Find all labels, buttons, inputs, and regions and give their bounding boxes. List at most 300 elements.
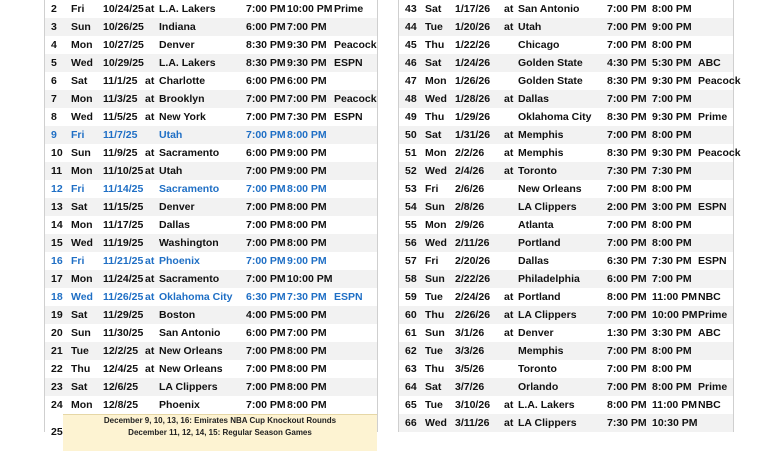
game-day: Wed	[425, 417, 447, 429]
game-number: 9	[51, 129, 57, 141]
game-date: 1/24/26	[455, 57, 491, 69]
game-day: Mon	[71, 165, 93, 177]
game-row	[45, 162, 377, 180]
game-number: 64	[405, 381, 417, 393]
game-row	[45, 252, 377, 270]
game-row	[399, 342, 733, 360]
game-row	[45, 216, 377, 234]
game-number: 25	[51, 426, 63, 438]
end-time: 7:00 PM	[287, 93, 327, 105]
away-marker: at	[145, 111, 155, 123]
game-number: 13	[51, 201, 63, 213]
game-number: 55	[405, 219, 417, 231]
tv-network: NBC	[698, 291, 721, 303]
game-day: Fri	[71, 3, 85, 15]
game-date: 11/3/25	[103, 93, 138, 105]
start-time: 7:00 PM	[246, 381, 286, 393]
opponent-name: Dallas	[159, 219, 190, 231]
opponent-name: Memphis	[518, 147, 564, 159]
opponent-name: Brooklyn	[159, 93, 205, 105]
start-time: 1:30 PM	[607, 327, 647, 339]
start-time: 6:30 PM	[246, 291, 286, 303]
start-time: 7:00 PM	[246, 93, 286, 105]
game-number: 62	[405, 345, 417, 357]
tv-network: ESPN	[334, 291, 363, 303]
end-time: 10:00 PM	[287, 3, 333, 15]
schedule-note	[63, 414, 377, 451]
start-time: 8:30 PM	[246, 57, 286, 69]
opponent-name: Orlando	[518, 381, 559, 393]
game-day: Thu	[71, 363, 91, 375]
start-time: 7:00 PM	[246, 219, 286, 231]
opponent-name: Golden State	[518, 75, 583, 87]
game-day: Tue	[425, 21, 443, 33]
game-number: 54	[405, 201, 417, 213]
game-row	[45, 306, 377, 324]
opponent-name: New Orleans	[159, 363, 223, 375]
opponent-name: Denver	[159, 201, 195, 213]
schedule-table-right	[398, 0, 741, 432]
game-row	[399, 162, 733, 180]
end-time: 9:00 PM	[287, 165, 327, 177]
end-time: 8:00 PM	[287, 219, 327, 231]
start-time: 6:00 PM	[246, 147, 286, 159]
end-time: 9:30 PM	[287, 57, 327, 69]
game-date: 1/28/26	[455, 93, 491, 105]
game-row	[45, 0, 377, 18]
game-number: 20	[51, 327, 63, 339]
game-number: 52	[405, 165, 417, 177]
start-time: 8:00 PM	[607, 291, 647, 303]
start-time: 6:00 PM	[246, 327, 286, 339]
opponent-name: Chicago	[518, 39, 560, 51]
game-date: 3/1/26	[455, 327, 485, 339]
start-time: 7:00 PM	[607, 363, 647, 375]
game-date: 1/22/26	[455, 39, 491, 51]
end-time: 8:00 PM	[287, 183, 327, 195]
end-time: 8:00 PM	[652, 237, 692, 249]
end-time: 5:30 PM	[652, 57, 692, 69]
game-day: Thu	[425, 111, 445, 123]
game-date: 11/7/25	[103, 129, 138, 141]
away-marker: at	[504, 291, 514, 303]
opponent-name: Washington	[159, 237, 219, 249]
game-row	[399, 252, 733, 270]
game-number: 66	[405, 417, 417, 429]
game-day: Mon	[71, 219, 93, 231]
game-date: 3/5/26	[455, 363, 485, 375]
end-time: 8:00 PM	[652, 183, 692, 195]
end-time: 8:00 PM	[652, 129, 692, 141]
game-day: Wed	[71, 57, 93, 69]
tv-network: ESPN	[698, 201, 727, 213]
opponent-name: Phoenix	[159, 255, 200, 267]
game-number: 44	[405, 21, 417, 33]
game-date: 2/20/26	[455, 255, 491, 267]
end-time: 8:00 PM	[287, 237, 327, 249]
game-row	[45, 198, 377, 216]
game-day: Fri	[71, 129, 85, 141]
end-time: 7:30 PM	[287, 111, 327, 123]
start-time: 4:00 PM	[246, 309, 286, 321]
schedule-table-left	[44, 0, 378, 438]
game-day: Sat	[71, 75, 88, 87]
game-row	[399, 360, 733, 378]
away-marker: at	[145, 147, 155, 159]
game-row	[45, 126, 377, 144]
game-number: 65	[405, 399, 417, 411]
game-row	[399, 288, 733, 306]
opponent-name: Memphis	[518, 345, 564, 357]
game-day: Fri	[71, 255, 85, 267]
start-time: 7:00 PM	[246, 273, 286, 285]
game-date: 2/26/26	[455, 309, 491, 321]
start-time: 7:00 PM	[607, 39, 647, 51]
end-time: 8:00 PM	[652, 363, 692, 375]
end-time: 8:00 PM	[287, 363, 327, 375]
note-line-regular: December 11, 12, 14, 15: Regular Season Games	[128, 428, 312, 437]
start-time: 7:00 PM	[607, 93, 647, 105]
start-time: 6:30 PM	[607, 255, 647, 267]
game-date: 10/27/25	[103, 39, 144, 51]
start-time: 7:00 PM	[246, 129, 286, 141]
game-number: 46	[405, 57, 417, 69]
start-time: 7:00 PM	[246, 255, 286, 267]
away-marker: at	[504, 417, 514, 429]
game-number: 19	[51, 309, 63, 321]
game-date: 10/26/25	[103, 21, 144, 33]
game-day: Sat	[425, 381, 442, 393]
game-day: Sat	[71, 201, 88, 213]
away-marker: at	[504, 327, 514, 339]
game-row	[399, 126, 733, 144]
end-time: 7:00 PM	[287, 21, 327, 33]
game-row	[45, 144, 377, 162]
end-time: 7:00 PM	[652, 93, 692, 105]
tv-network: Prime	[698, 381, 728, 393]
tv-network: Peacock	[334, 39, 377, 51]
game-date: 1/17/26	[455, 3, 491, 15]
end-time: 9:00 PM	[287, 147, 327, 159]
game-row	[45, 54, 377, 72]
end-time: 11:00 PM	[652, 291, 697, 303]
game-row	[399, 0, 733, 18]
game-row	[45, 108, 377, 126]
end-time: 8:00 PM	[652, 3, 692, 15]
tv-network: ESPN	[698, 255, 727, 267]
opponent-name: New Orleans	[159, 345, 223, 357]
game-number: 56	[405, 237, 417, 249]
start-time: 7:00 PM	[607, 219, 647, 231]
game-date: 2/6/26	[455, 183, 485, 195]
tv-network: ESPN	[334, 111, 363, 123]
start-time: 7:00 PM	[607, 345, 647, 357]
start-time: 8:30 PM	[607, 111, 647, 123]
start-time: 7:00 PM	[607, 381, 647, 393]
tv-network: Prime	[698, 309, 728, 321]
game-row	[45, 324, 377, 342]
opponent-name: New York	[159, 111, 206, 123]
game-number: 7	[51, 93, 57, 105]
game-date: 12/6/25	[103, 381, 139, 393]
start-time: 2:00 PM	[607, 201, 647, 213]
opponent-name: Toronto	[518, 165, 557, 177]
game-date: 3/10/26	[455, 399, 491, 411]
game-date: 2/22/26	[455, 273, 491, 285]
game-day: Sun	[425, 273, 445, 285]
game-date: 11/19/25	[103, 237, 144, 249]
game-row	[399, 90, 733, 108]
away-marker: at	[145, 363, 155, 375]
tv-network: Peacock	[334, 93, 377, 105]
end-time: 9:00 PM	[652, 21, 692, 33]
start-time: 7:00 PM	[246, 345, 286, 357]
game-day: Wed	[71, 237, 93, 249]
end-time: 5:00 PM	[287, 309, 327, 321]
game-number: 43	[405, 3, 417, 15]
opponent-name: Indiana	[159, 21, 196, 33]
game-date: 1/29/26	[455, 111, 491, 123]
start-time: 8:00 PM	[607, 399, 647, 411]
game-row	[45, 18, 377, 36]
game-date: 11/9/25	[103, 147, 138, 159]
game-date: 11/24/25	[103, 273, 144, 285]
game-number: 16	[51, 255, 63, 267]
schedule-note-row	[45, 414, 377, 450]
start-time: 7:00 PM	[246, 201, 286, 213]
end-time: 8:00 PM	[287, 129, 327, 141]
opponent-name: Denver	[159, 39, 195, 51]
opponent-name: L.A. Lakers	[159, 3, 216, 15]
game-date: 2/11/26	[455, 237, 490, 249]
opponent-name: Utah	[159, 165, 183, 177]
start-time: 7:00 PM	[607, 3, 647, 15]
end-time: 8:00 PM	[652, 381, 692, 393]
start-time: 7:00 PM	[607, 129, 647, 141]
end-time: 7:00 PM	[652, 273, 692, 285]
opponent-name: San Antonio	[518, 3, 580, 15]
opponent-name: Utah	[518, 21, 542, 33]
game-number: 24	[51, 399, 63, 411]
opponent-name: LA Clippers	[518, 309, 577, 321]
start-time: 7:00 PM	[607, 183, 647, 195]
game-row	[399, 396, 733, 414]
away-marker: at	[504, 165, 514, 177]
game-number: 49	[405, 111, 417, 123]
start-time: 7:00 PM	[246, 3, 286, 15]
game-number: 45	[405, 39, 417, 51]
away-marker: at	[145, 273, 155, 285]
game-date: 1/26/26	[455, 75, 491, 87]
opponent-name: Sacramento	[159, 183, 220, 195]
end-time: 8:00 PM	[652, 219, 692, 231]
game-date: 12/4/25	[103, 363, 139, 375]
away-marker: at	[504, 21, 514, 33]
end-time: 7:30 PM	[652, 255, 692, 267]
game-number: 21	[51, 345, 63, 357]
end-time: 6:00 PM	[287, 75, 327, 87]
opponent-name: Dallas	[518, 255, 549, 267]
end-time: 10:30 PM	[652, 417, 698, 429]
game-row	[399, 234, 733, 252]
game-date: 2/2/26	[455, 147, 485, 159]
end-time: 9:30 PM	[652, 147, 692, 159]
start-time: 8:30 PM	[607, 147, 647, 159]
game-day: Mon	[71, 39, 93, 51]
game-date: 11/26/25	[103, 291, 144, 303]
note-line-cup: December 9, 10, 13, 16: Emirates NBA Cup Knockout Rounds	[103, 416, 337, 425]
tv-network: Prime	[698, 111, 728, 123]
start-time: 7:00 PM	[246, 237, 286, 249]
game-number: 59	[405, 291, 417, 303]
end-time: 9:30 PM	[652, 75, 692, 87]
start-time: 8:30 PM	[607, 75, 647, 87]
game-number: 50	[405, 129, 417, 141]
game-date: 10/24/25	[103, 3, 144, 15]
game-date: 2/4/26	[455, 165, 485, 177]
game-date: 2/9/26	[455, 219, 485, 231]
away-marker: at	[145, 291, 155, 303]
opponent-name: Denver	[518, 327, 554, 339]
game-row	[45, 36, 377, 54]
away-marker: at	[504, 129, 514, 141]
game-number: 11	[51, 165, 63, 177]
start-time: 6:00 PM	[607, 273, 647, 285]
game-day: Wed	[71, 111, 93, 123]
game-date: 3/7/26	[455, 381, 485, 393]
game-day: Thu	[425, 363, 445, 375]
start-time: 6:00 PM	[246, 75, 286, 87]
opponent-name: Sacramento	[159, 147, 220, 159]
game-number: 3	[51, 21, 57, 33]
start-time: 6:00 PM	[246, 21, 286, 33]
game-day: Mon	[425, 75, 447, 87]
end-time: 11:00 PM	[652, 399, 697, 411]
game-day: Sat	[71, 381, 88, 393]
tv-network: ABC	[698, 327, 721, 339]
game-number: 23	[51, 381, 63, 393]
game-row	[399, 306, 733, 324]
game-day: Sun	[71, 147, 91, 159]
opponent-name: L.A. Lakers	[518, 399, 575, 411]
end-time: 7:00 PM	[287, 327, 327, 339]
game-row	[45, 396, 377, 414]
game-row	[399, 18, 733, 36]
start-time: 7:00 PM	[246, 399, 286, 411]
game-number: 15	[51, 237, 63, 249]
game-number: 63	[405, 363, 417, 375]
opponent-name: Dallas	[518, 93, 549, 105]
opponent-name: Charlotte	[159, 75, 206, 87]
away-marker: at	[145, 255, 155, 267]
tv-network: ABC	[698, 57, 721, 69]
end-time: 8:00 PM	[652, 345, 692, 357]
tv-network: NBC	[698, 399, 721, 411]
game-number: 48	[405, 93, 417, 105]
game-day: Mon	[425, 219, 447, 231]
game-day: Fri	[425, 183, 439, 195]
game-day: Thu	[425, 309, 445, 321]
tv-network: Prime	[334, 3, 364, 15]
game-day: Fri	[71, 183, 85, 195]
game-row	[399, 198, 733, 216]
end-time: 7:30 PM	[287, 291, 327, 303]
away-marker: at	[145, 3, 155, 15]
opponent-name: Philadelphia	[518, 273, 580, 285]
game-date: 11/1/25	[103, 75, 138, 87]
game-row	[45, 270, 377, 288]
game-day: Sun	[71, 327, 91, 339]
end-time: 8:00 PM	[287, 399, 327, 411]
away-marker: at	[145, 75, 155, 87]
game-number: 8	[51, 111, 57, 123]
opponent-name: Sacramento	[159, 273, 220, 285]
opponent-name: Portland	[518, 291, 561, 303]
game-row	[399, 180, 733, 198]
tv-network: ESPN	[334, 57, 363, 69]
game-row	[399, 108, 733, 126]
game-number: 47	[405, 75, 417, 87]
game-day: Wed	[71, 291, 93, 303]
game-row	[399, 36, 733, 54]
game-day: Sat	[425, 129, 442, 141]
game-date: 11/17/25	[103, 219, 144, 231]
game-day: Thu	[425, 39, 445, 51]
game-day: Mon	[425, 147, 447, 159]
game-row	[399, 216, 733, 234]
game-number: 2	[51, 3, 57, 15]
game-date: 1/20/26	[455, 21, 491, 33]
end-time: 9:30 PM	[652, 111, 692, 123]
start-time: 7:00 PM	[607, 237, 647, 249]
opponent-name: Portland	[518, 237, 561, 249]
opponent-name: Oklahoma City	[159, 291, 233, 303]
game-row	[399, 414, 733, 432]
game-number: 53	[405, 183, 417, 195]
opponent-name: LA Clippers	[159, 381, 218, 393]
end-time: 9:00 PM	[287, 255, 327, 267]
game-number: 14	[51, 219, 63, 231]
start-time: 7:00 PM	[246, 183, 286, 195]
game-date: 11/14/25	[103, 183, 144, 195]
game-day: Tue	[425, 345, 443, 357]
start-time: 7:00 PM	[607, 21, 647, 33]
game-day: Sun	[425, 327, 445, 339]
game-row	[399, 54, 733, 72]
game-day: Wed	[425, 237, 447, 249]
opponent-name: Toronto	[518, 363, 557, 375]
game-row	[45, 90, 377, 108]
game-day: Wed	[425, 165, 447, 177]
game-row	[45, 342, 377, 360]
game-date: 11/5/25	[103, 111, 138, 123]
opponent-name: LA Clippers	[518, 201, 577, 213]
game-day: Sat	[425, 3, 442, 15]
game-row	[45, 360, 377, 378]
away-marker: at	[504, 147, 514, 159]
game-number: 51	[405, 147, 417, 159]
game-date: 11/29/25	[103, 309, 144, 321]
away-marker: at	[145, 345, 155, 357]
opponent-name: San Antonio	[159, 327, 221, 339]
game-number: 61	[405, 327, 417, 339]
game-row	[45, 234, 377, 252]
end-time: 10:00 PM	[652, 309, 698, 321]
game-number: 6	[51, 75, 57, 87]
end-time: 8:00 PM	[287, 345, 327, 357]
game-day: Wed	[425, 93, 447, 105]
opponent-name: Memphis	[518, 129, 564, 141]
